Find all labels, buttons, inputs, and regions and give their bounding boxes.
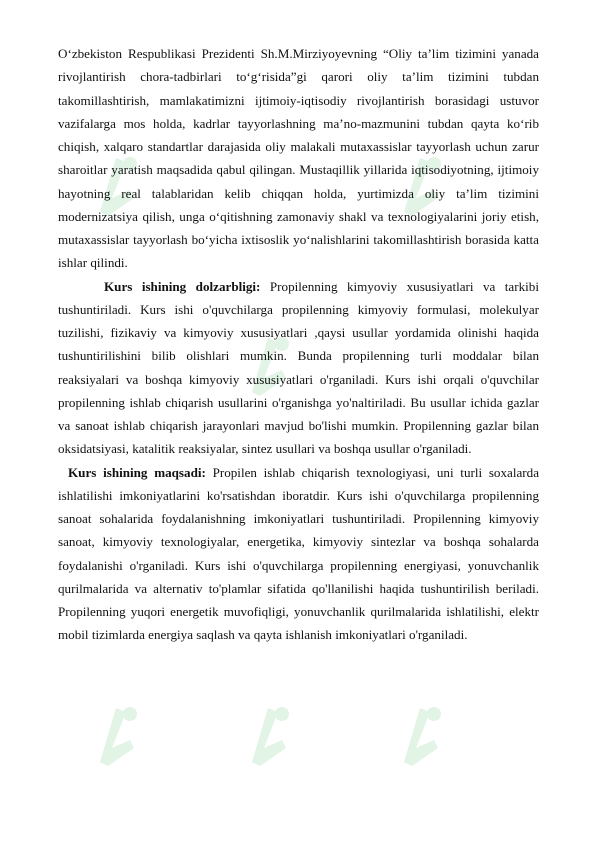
watermark-logo-icon	[238, 700, 298, 770]
goal-heading: Kurs ishining maqsadi:	[68, 464, 206, 480]
watermark-logo-icon	[86, 700, 146, 770]
goal-text: Propilen ishlab chiqarish texnologiyasi, uni turli soxalarda ishlatilishi imkoniyatlarini ko'rsatishdan iboratdir. Kurs ishi o'quvchilarga propilenning sanoat sohalarida foydalanishning imkoniyatlari tushuntiriladi. Propilenning kimyoviy sanoat, kimyoviy texnologiyalar, energetika, kimyoviy sintezlar va boshqa sohalarda foydalanishi o'rganiladi. Kurs ishi o'quvchilarga propilenning energiyasi, yonuvchanlik qurilmalarida va alternativ to'plamlar sifatida qo'llanilishi haqida tushuntirilish beriladi. Propilenning yuqori energetik muvofiqligi, yonuvchanlik qurilmalarida ishlatilishi, elektr mobil tizimlarda energiya saqlash va qayta ishlanish imkoniyatlari o'rganiladi.	[58, 464, 540, 643]
relevance-paragraph	[58, 275, 539, 461]
relevance-text: Propilenning kimyoviy xususiyatlari va tarkibi tushuntiriladi. Kurs ishi o'quvchilarga propilenning kimyoviy formulasi, molekulyar tuzilishi, fizikaviy va kimyoviy xususiyatlari ,qaysi usullar yordamida olinishi haqida tushuntirilishini bilib olishlari mumkin. Bunda propilenning turli moddalar bilan reaksiyalari va boshqa kimyoviy xususiyatlari o'rganiladi. Kurs ishi orqali o'quvchilar propilenning ishlab chiqarish usullarini o'rganishga yo'naltiriladi. Bu usullar ichida gazlar va sanoat ishlab chiqarish jarayonlari mavjud bo'lishi mumkin. Propilenning gazlar bilan oksidatsiyasi, katalitik reaksiyalar, sintez usullari va boshqa usullar o'rganiladi.	[58, 278, 539, 457]
intro-paragraph: O‘zbekiston Respublikasi Prezidenti Sh.M.Mirziyoyevning “Oliy ta’lim tizimini yanada rivojlantirish chora-tadbirlari to‘g‘risida”gi qarori oliy ta’lim tizimini tubdan takomillashtirish, mamlakatimizni ijtimoiy-iqtisodiy rivojlantirish borasidagi ustuvor vazifalarga mos holda, kadrlar tayyorlashning ma’no-mazmunini tubdan qayta ko‘rib chiqish, xalqaro standartlar darajasida oliy malakali mutaxassislar tayyorlash uchun zarur sharoitlar yaratish maqsadida qabul qilingan. Mustaqillik yillarida iqtisodiyotning, ijtimoiy hayotning real talablaridan kelib chiqqan holda, yurtimizda oliy ta’lim tizimini modernizatsiya qilish, unga o‘qitishning zamonaviy shakl va texnologiyalarini joriy etish, mutaxassislar tayyorlash bo‘yicha ixtisoslik yo‘nalishlarini takomillashtirish borasida katta ishlar qilindi.	[58, 46, 539, 271]
watermark-logo-icon	[390, 700, 450, 770]
document-body	[58, 42, 539, 647]
relevance-heading: Kurs ishining dolzarbligi:	[104, 278, 261, 294]
goal-paragraph	[58, 461, 539, 647]
